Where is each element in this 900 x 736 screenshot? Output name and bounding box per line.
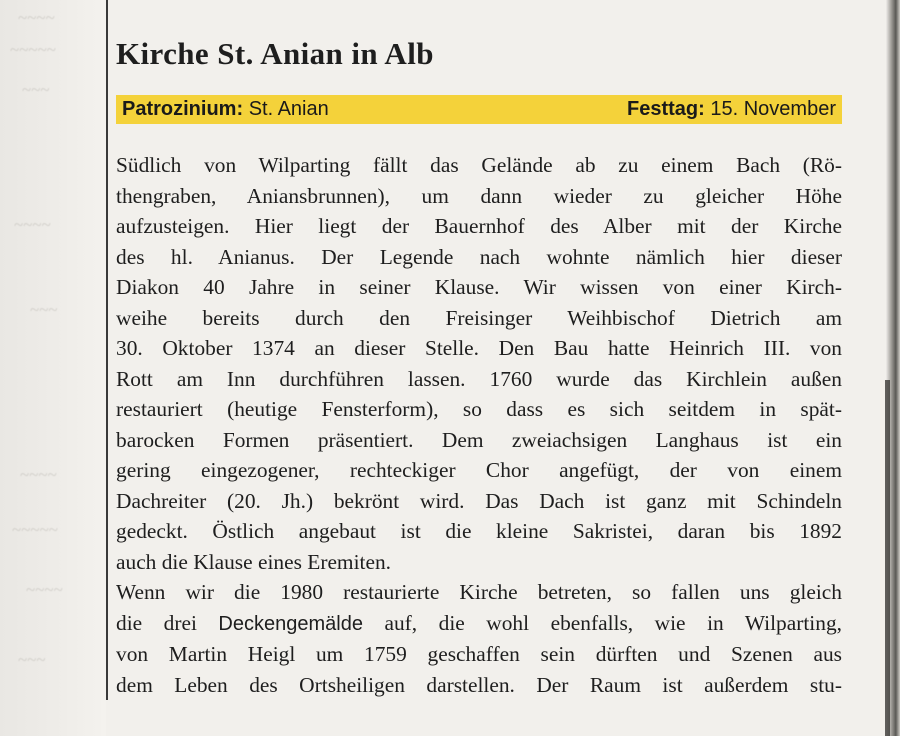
bleed-through-mark: ~~~ [30,300,58,319]
patron-value: St. Anian [248,98,329,120]
text-line: thengraben, Aniansbrunnen), um dann wieder zu gleicher Höhe [116,183,842,208]
left-margin-bleed [0,0,106,736]
paragraph-1 [116,150,842,577]
bleed-through-mark: ~~~~ [18,8,55,27]
bleed-through-mark: ~~~~~ [10,40,56,59]
text-line: 30. Oktober 1374 an dieser Stelle. Den Bau hatte Heinrich III. von [116,336,842,360]
text-line: restauriert (heutige Fensterform), so dass es sich seitdem in spät- [116,397,842,421]
text-line-with-term [116,608,842,640]
patron-label: Patrozinium: [122,98,244,120]
feast-label: Festtag: [627,98,705,120]
body-text [116,150,842,700]
column-rule [106,0,108,700]
bleed-through-mark: ~~~~ [20,465,57,484]
text-line: auch die Klause eines Eremiten. [116,549,391,574]
text-fragment: die drei [116,610,219,635]
text-line: Wenn wir die 1980 restaurierte Kirche betreten, so fallen uns gleich [116,580,842,604]
feast-info [627,98,836,121]
bleed-through-mark: ~~~~ [26,580,63,599]
bleed-through-mark: ~~~ [18,650,46,669]
text-line: von Martin Heigl um 1759 geschaffen sein dürften und Szenen aus [116,642,842,666]
text-fragment: auf, die wohl ebenfalls, wie in Wilparting, [362,610,842,635]
paragraph-2 [116,577,842,700]
bleed-through-mark: ~~~~ [14,215,51,234]
feast-value: 15. November [710,98,836,120]
text-line: Rott am Inn durchführen lassen. 1760 wurde das Kirchlein außen [116,366,842,391]
bleed-through-mark: ~~~ [22,80,50,99]
page-edge-shadow [885,380,890,736]
text-line: aufzusteigen. Hier liegt der Bauernhof des Alber mit der Kirche [116,214,842,238]
text-line: Dachreiter (20. Jh.) bekrönt wird. Das Dach ist ganz mit Schindeln [116,488,842,513]
page-title: Kirche St. Anian in Alb [116,36,434,71]
text-line: gedeckt. Östlich angebaut ist die kleine Sakristei, daran bis 1892 [116,519,842,543]
text-line: Diakon 40 Jahre in seiner Klause. Wir wissen von einer Kirch- [116,275,842,299]
highlighted-term: Deckengemälde [218,612,363,635]
text-line: dem Leben des Ortsheiligen darstellen. Der Raum ist außerdem stu- [116,672,842,697]
text-line: Südlich von Wilparting fällt das Gelände ab zu einem Bach (Rö- [116,153,842,177]
patron-info [122,98,329,121]
text-line: barocken Formen präsentiert. Dem zweiachsigen Langhaus ist ein [116,427,842,452]
text-line: des hl. Anianus. Der Legende nach wohnte nämlich hier dieser [116,244,842,269]
info-banner [116,95,842,124]
bleed-through-mark: ~~~~~ [12,520,58,539]
text-line: gering eingezogener, rechteckiger Chor angefügt, der von einem [116,458,842,482]
text-line: weihe bereits durch den Freisinger Weihbischof Dietrich am [116,305,842,330]
